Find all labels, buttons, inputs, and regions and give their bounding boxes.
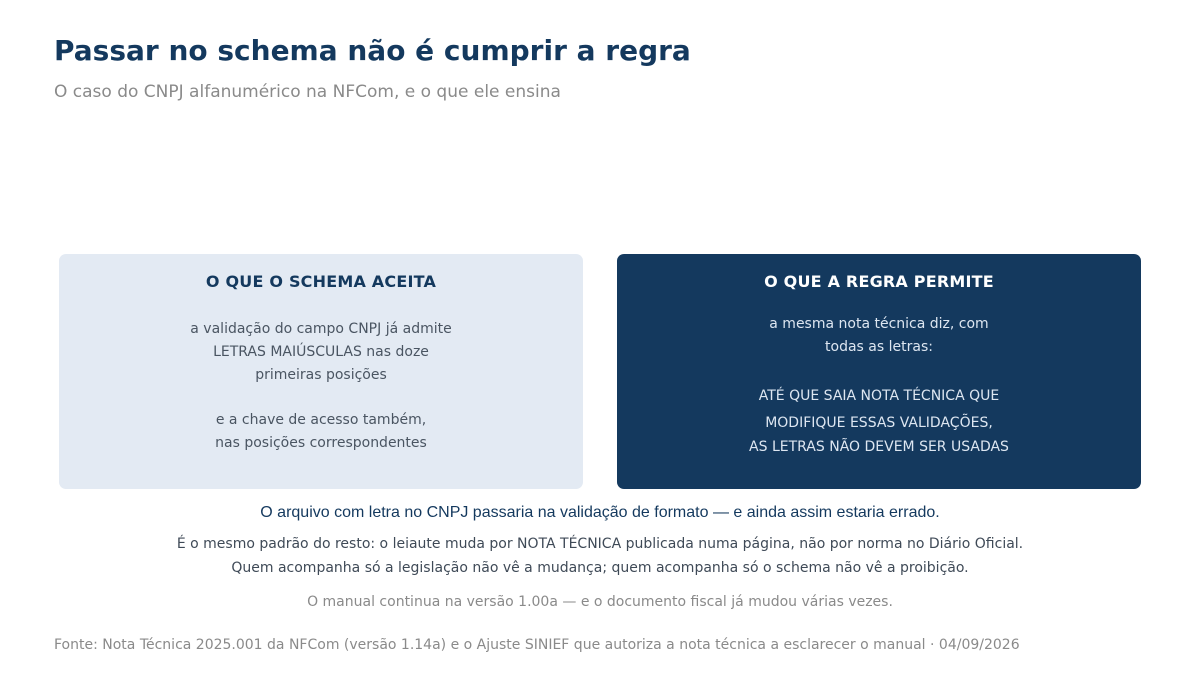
schema-accepts-line: nas posições correspondentes — [215, 435, 427, 451]
schema-accepts-line: e a chave de acesso também, — [215, 412, 427, 428]
explanation-line: É o mesmo padrão do resto: o leiaute muda por NOTA TÉCNICA publicada numa página, não por norma no Diário Oficial. — [176, 536, 1024, 552]
conclusion-text: O arquivo com letra no CNPJ passaria na validação de formato — e ainda assim estaria errado. — [260, 504, 940, 521]
rule-permits-title: O QUE A REGRA PERMITE — [764, 272, 994, 291]
explanation-line: Quem acompanha só a legislação não vê a mudança; quem acompanha só o schema não vê a proibição. — [231, 560, 969, 576]
schema-accepts-title: O QUE O SCHEMA ACEITA — [205, 272, 437, 291]
source-footnote: Fonte: Nota Técnica 2025.001 da NFCom (versão 1.14a) e o Ajuste SINIEF que autoriza a nota técnica a esclarecer o manual · 04/09/2026 — [54, 637, 1020, 653]
page-subtitle: O caso do CNPJ alfanumérico na NFCom, e o que ele ensina — [54, 82, 561, 102]
schema-accepts-line: a validação do campo CNPJ já admite — [190, 321, 452, 337]
page-title: Passar no schema não é cumprir a regra — [54, 34, 691, 67]
rule-permits-line: a mesma nota técnica diz, com — [769, 316, 989, 332]
rule-permits-line: AS LETRAS NÃO DEVEM SER USADAS — [749, 439, 1009, 455]
schema-accepts-card — [59, 254, 583, 489]
schema-accepts-line: LETRAS MAIÚSCULAS nas doze — [213, 344, 429, 360]
rule-permits-line: ATÉ QUE SAIA NOTA TÉCNICA QUE — [758, 388, 1000, 404]
rule-permits-line: MODIFIQUE ESSAS VALIDAÇÕES, — [765, 415, 993, 431]
version-note: O manual continua na versão 1.00a — e o documento fiscal já mudou várias vezes. — [307, 594, 893, 610]
schema-accepts-line: primeiras posições — [255, 367, 387, 383]
rule-permits-line: todas as letras: — [825, 339, 933, 355]
rule-permits-card — [617, 254, 1141, 489]
